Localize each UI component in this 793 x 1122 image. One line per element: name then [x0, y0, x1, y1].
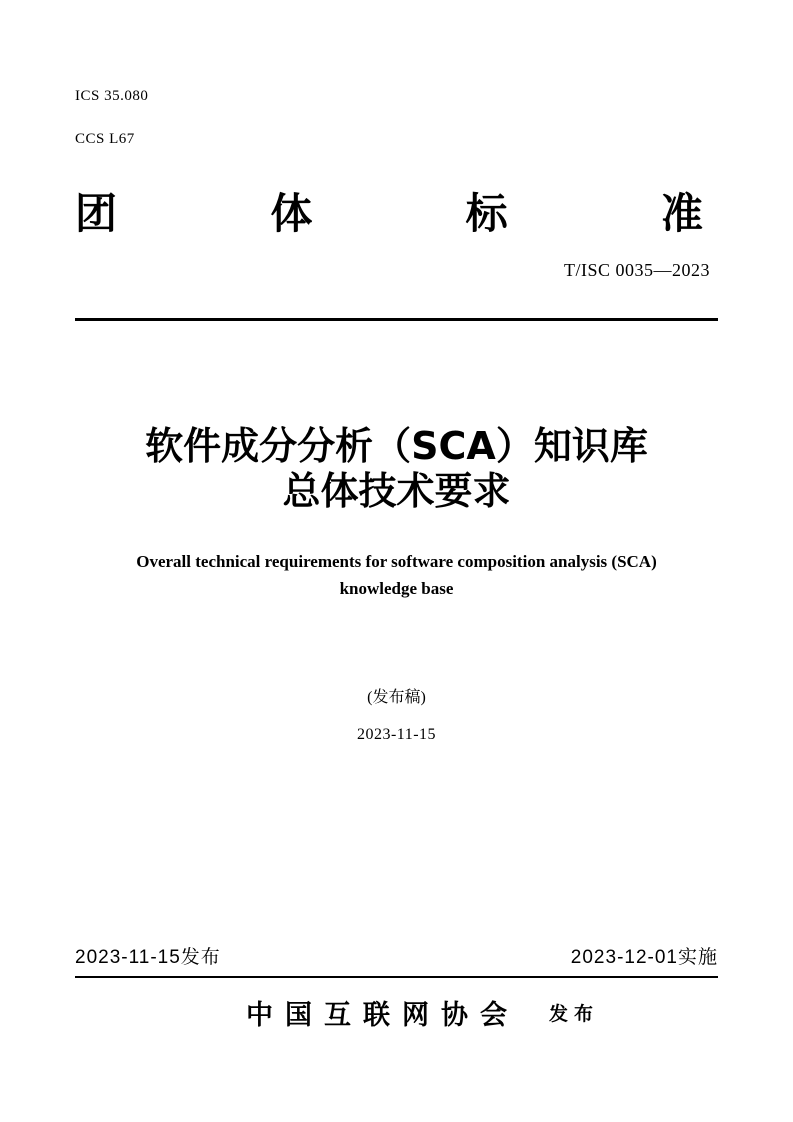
standard-type-char: 体	[270, 189, 313, 238]
standard-number: T/ISC 0035—2023	[563, 260, 710, 280]
title-english	[0, 548, 793, 602]
ccs-code: CCS L67	[75, 131, 135, 147]
draft-date: 2023-11-15	[356, 726, 437, 743]
standard-type-char: 团	[75, 189, 118, 238]
standard-type-char: 准	[660, 189, 703, 238]
standard-type-char: 标	[465, 189, 508, 238]
publish-verb: 发布	[548, 1003, 599, 1025]
implement-date: 2023-12-01实施	[570, 947, 718, 968]
draft-note: (发布稿)	[367, 689, 426, 706]
ics-code: ICS 35.080	[75, 88, 149, 104]
title-chinese-line2: 总体技术要求	[282, 469, 511, 513]
title-chinese	[0, 424, 793, 514]
title-english-line1: Overall technical requirements for software composition analysis (SCA)	[136, 552, 657, 571]
publisher-row	[26, 993, 793, 1032]
footer-dates-rule	[75, 942, 718, 978]
title-chinese-line1: 软件成分分析（SCA）知识库	[145, 424, 648, 468]
title-english-line2: knowledge base	[339, 579, 454, 598]
publish-date: 2023-11-15发布	[75, 947, 221, 968]
header-rule	[75, 318, 718, 321]
publisher-name: 中国互联网协会	[245, 1000, 519, 1031]
standard-type-heading	[75, 191, 703, 237]
